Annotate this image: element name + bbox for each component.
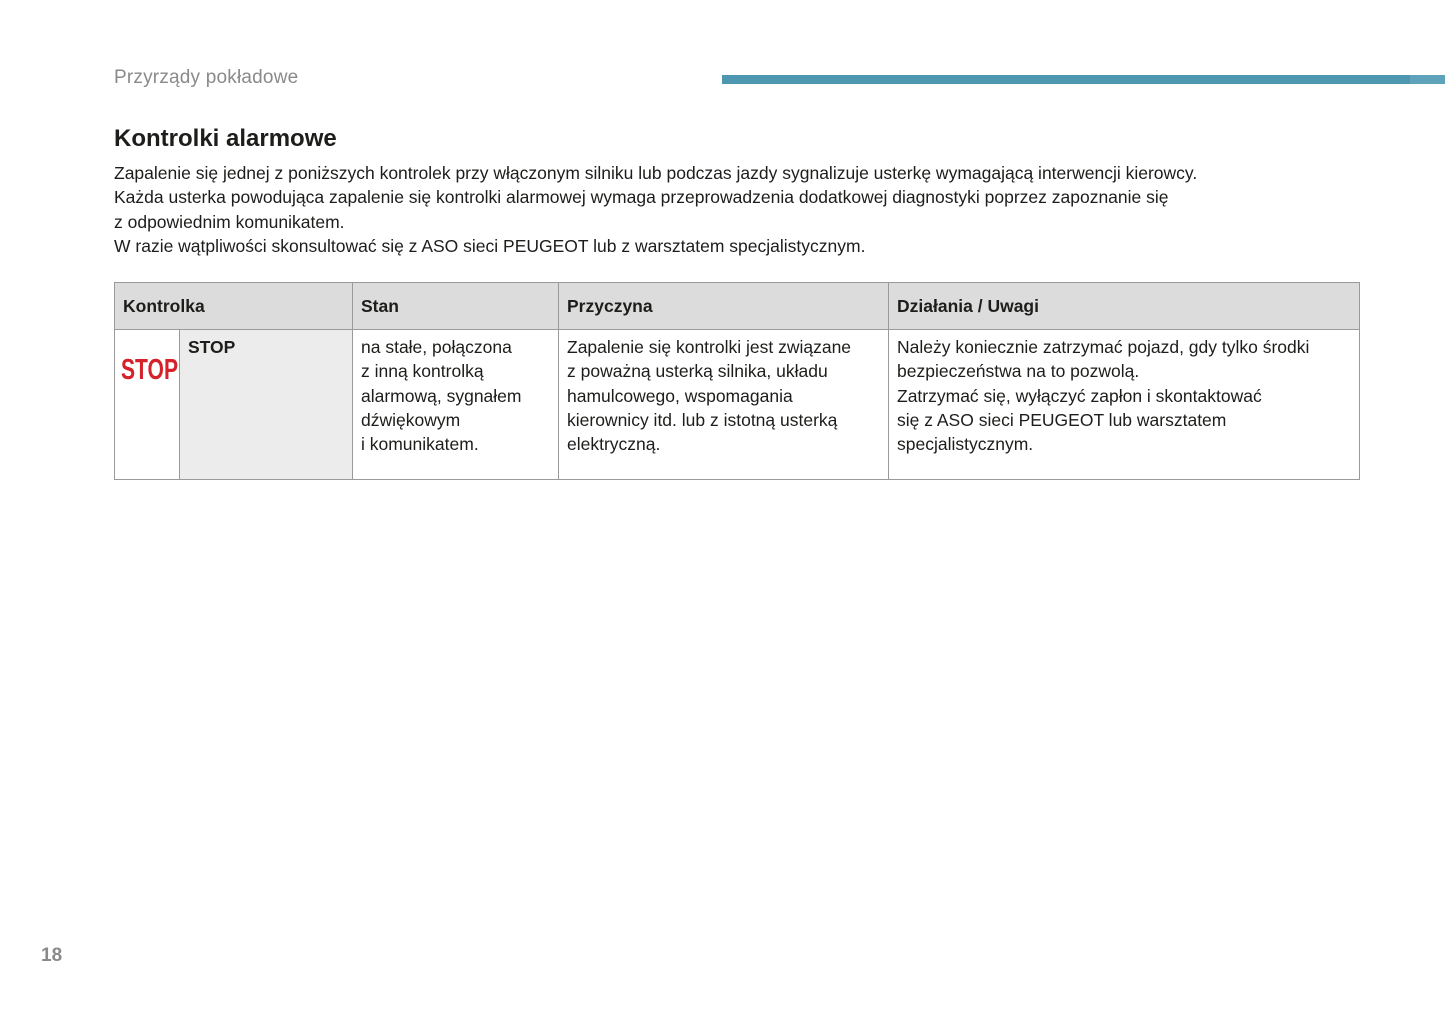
table-header-row bbox=[115, 283, 1360, 330]
section-label: Przyrządy pokładowe bbox=[114, 67, 299, 88]
page-title: Kontrolki alarmowe bbox=[114, 125, 337, 152]
header-dzialania: Działania / Uwagi bbox=[889, 283, 1360, 330]
stan-line: dźwiękowym bbox=[361, 409, 461, 430]
stop-warning-icon bbox=[121, 352, 179, 386]
intro-paragraph-1: Zapalenie się jednej z poniższych kontrolek przy włączonym silniku lub podczas jazdy sygnalizuje usterkę wymagającą interwencji kierowcy. bbox=[114, 163, 1198, 183]
intro-paragraph-3: W razie wątpliwości skonsultować się z ASO sieci PEUGEOT lub z warsztatem specjalistycznym. bbox=[114, 235, 866, 256]
przyczyna-line: elektryczną. bbox=[567, 434, 661, 455]
icon-cell bbox=[115, 330, 180, 480]
przyczyna-line: Zapalenie się kontrolki jest związane bbox=[567, 337, 852, 357]
header-kontrolka: Kontrolka bbox=[115, 283, 353, 330]
intro-text bbox=[114, 161, 1314, 258]
dzialania-line: Należy koniecznie zatrzymać pojazd, gdy tylko środki bbox=[897, 337, 1310, 357]
stan-cell bbox=[353, 330, 559, 480]
przyczyna-line: z poważną usterką silnika, układu bbox=[567, 361, 828, 382]
przyczyna-line: hamulcowego, wspomagania bbox=[567, 385, 793, 406]
header-accent-bar bbox=[722, 75, 1445, 84]
warning-name: STOP bbox=[180, 330, 353, 480]
page-number: 18 bbox=[41, 945, 63, 966]
przyczyna-cell bbox=[559, 330, 889, 480]
dzialania-line: specjalistycznym. bbox=[897, 434, 1034, 455]
header-accent-bar-end bbox=[1410, 75, 1445, 84]
stan-line: alarmową, sygnałem bbox=[361, 385, 522, 406]
intro-paragraph-2-line-2: z odpowiednim komunikatem. bbox=[114, 211, 345, 232]
dzialania-line: bezpieczeństwa na to pozwolą. bbox=[897, 361, 1140, 382]
stan-line: i komunikatem. bbox=[361, 434, 479, 455]
dzialania-line: Zatrzymać się, wyłączyć zapłon i skontaktować bbox=[897, 385, 1262, 406]
warning-lights-table bbox=[114, 282, 1360, 480]
przyczyna-line: kierownicy itd. lub z istotną usterką bbox=[567, 409, 838, 430]
header-stan: Stan bbox=[353, 283, 559, 330]
dzialania-line: się z ASO sieci PEUGEOT lub warsztatem bbox=[897, 409, 1227, 430]
intro-paragraph-2 bbox=[114, 185, 1314, 234]
stan-line: z inną kontrolką bbox=[361, 361, 484, 382]
stan-line: na stałe, połączona bbox=[361, 337, 512, 357]
table-row bbox=[115, 330, 1360, 480]
intro-paragraph-2-line-1: Każda usterka powodująca zapalenie się kontrolki alarmowej wymaga przeprowadzenia dodatkowej diagnostyki poprzez zapoznanie się bbox=[114, 187, 1169, 208]
stop-icon-text: STOP bbox=[121, 354, 178, 386]
header-przyczyna: Przyczyna bbox=[559, 283, 889, 330]
dzialania-cell bbox=[889, 330, 1360, 480]
